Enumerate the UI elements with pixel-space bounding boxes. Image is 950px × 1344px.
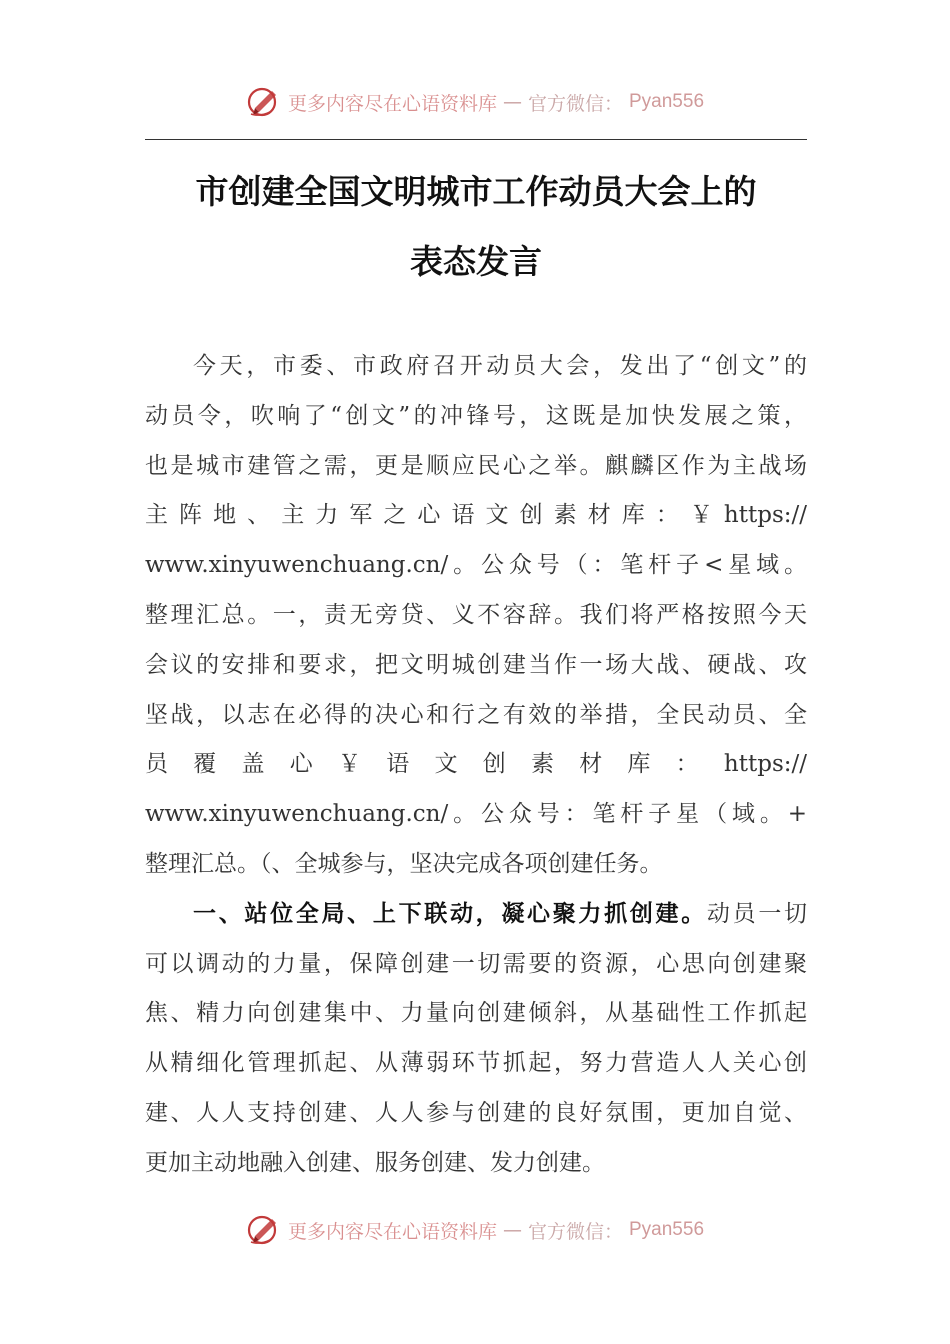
document-body <box>145 342 807 1189</box>
pen-logo-icon <box>246 84 282 120</box>
brand-name: 更多内容尽在心语资料库 <box>287 92 497 115</box>
header-divider <box>145 139 807 140</box>
wechat-label: 官方微信： <box>527 1220 623 1243</box>
section1-line1-rest: 动员一切 <box>706 900 807 927</box>
body-line: 焦、精力向创建集中、力量向创建倾斜，从基础性工作抓起 <box>145 1000 807 1027</box>
body-line: www.xinyuwenchuang.cn/。公众号：笔杆子星（域。+ <box>145 801 807 828</box>
wechat-label: 官方微信： <box>527 92 623 115</box>
body-line: 建、人人支持创建、人人参与创建的良好氛围，更加自觉、 <box>145 1099 807 1126</box>
body-line: 从精细化管理抓起、从薄弱环节抓起，努力营造人人关心创 <box>145 1050 807 1077</box>
body-line: 员覆盖心￥语文创素材库：https:// <box>145 751 807 778</box>
body-line: 动员令，吹响了“创文”的冲锋号，这既是加快发展之策， <box>145 402 807 429</box>
body-line: 更加主动地融入创建、服务创建、发力创建。 <box>145 1149 605 1176</box>
document-title-line2: 表态发言 <box>410 242 542 281</box>
brand-name: 更多内容尽在心语资料库 <box>287 1220 497 1243</box>
body-line: 坚战，以志在必得的决心和行之有效的举措，全民动员、全 <box>145 701 807 728</box>
brand-separator: — <box>502 91 522 113</box>
body-line: 整理汇总。（、全城参与，坚决完成各项创建任务。 <box>145 850 663 877</box>
footer-watermark <box>0 1208 950 1252</box>
body-line: www.xinyuwenchuang.cn/。公众号（：笔杆子<星域。 <box>145 552 807 579</box>
wechat-id: Pyan556 <box>629 1219 705 1240</box>
brand-separator: — <box>502 1219 522 1241</box>
pen-logo-icon <box>246 1212 282 1248</box>
body-line: 整理汇总。一，责无旁贷、义不容辞。我们将严格按照今天 <box>145 601 807 628</box>
document-title-line1: 市创建全国文明城市工作动员大会上的 <box>195 172 757 211</box>
body-line: 可以调动的力量，保障创建一切需要的资源，心思向创建聚 <box>145 950 807 977</box>
body-line: 也是城市建管之需，更是顺应民心之举。麒麟区作为主战场 <box>145 452 807 479</box>
body-line: 今天，市委、市政府召开动员大会，发出了“创文”的 <box>193 353 807 379</box>
header-watermark <box>0 80 950 124</box>
body-line: 会议的安排和要求，把文明城创建当作一场大战、硬战、攻 <box>145 651 807 678</box>
section1-first-line <box>145 890 807 940</box>
wechat-id: Pyan556 <box>629 91 705 112</box>
body-line: 主阵地、主力军之心语文创素材库：￥https:// <box>145 502 807 529</box>
section1-heading: 一、站位全局、上下联动，凝心聚力抓创建。 <box>193 900 707 927</box>
